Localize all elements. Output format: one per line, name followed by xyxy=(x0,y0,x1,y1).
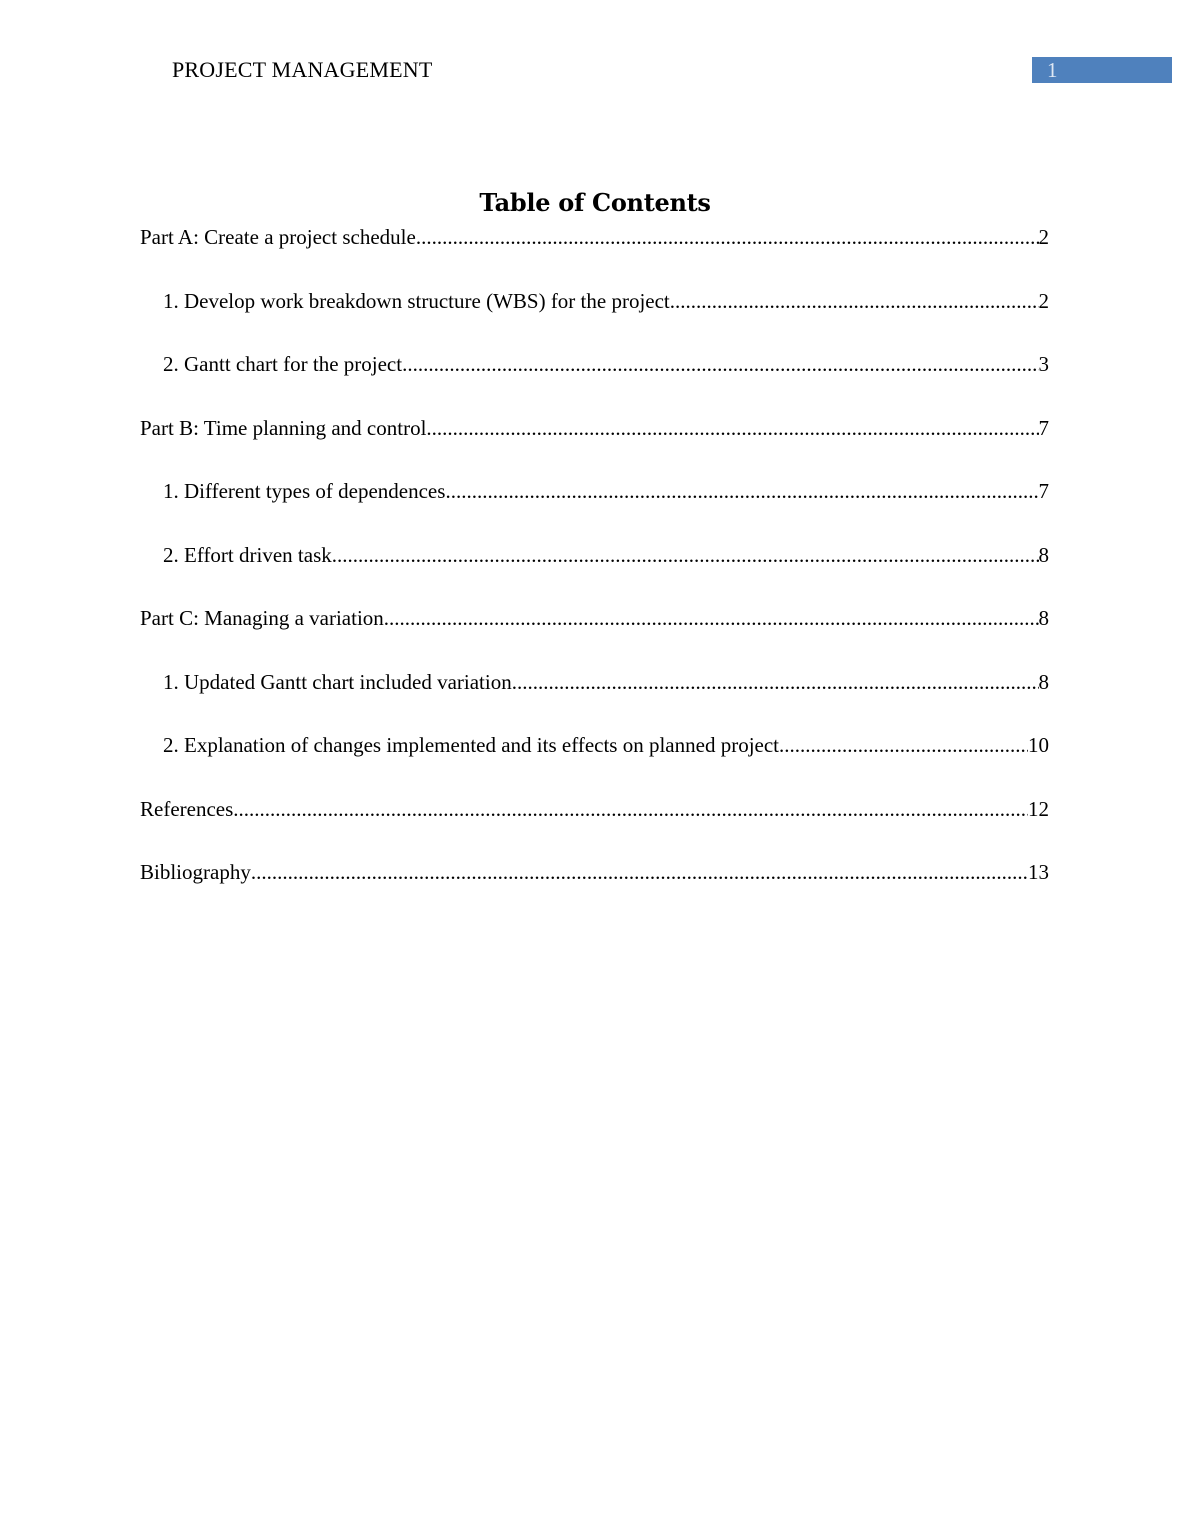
toc-entry-label: 1. Develop work breakdown structure (WBS) for the project xyxy=(163,288,670,313)
toc-entry-label: 2. Gantt chart for the project xyxy=(163,352,403,376)
toc-entry-references[interactable] xyxy=(140,795,1049,859)
toc-dot-leader xyxy=(251,858,1028,886)
toc-entry-page: 2 xyxy=(1038,288,1049,313)
toc-entry-updated-gantt[interactable] xyxy=(140,668,1049,732)
toc-entry-label: 2. Explanation of changes implemented and its effects on planned project xyxy=(163,733,780,757)
toc-dot-leader xyxy=(233,795,1028,823)
toc-entry-part-b[interactable] xyxy=(140,414,1049,478)
toc-entry-bibliography[interactable] xyxy=(140,858,1049,922)
toc-dot-leader xyxy=(416,223,1039,251)
header-title: PROJECT MANAGEMENT xyxy=(172,57,433,82)
toc-entry-label: Part A: Create a project schedule xyxy=(140,225,416,249)
toc-dot-leader xyxy=(384,604,1039,632)
toc-dot-leader xyxy=(332,541,1039,569)
toc-entry-label: References xyxy=(140,796,234,821)
toc-dot-leader xyxy=(426,414,1038,442)
toc-dot-leader xyxy=(512,668,1039,696)
toc-entry-page: 12 xyxy=(1028,796,1049,821)
page-number: 1 xyxy=(1047,58,1058,82)
toc-entry-page: 8 xyxy=(1038,669,1049,694)
toc-entry-page: 7 xyxy=(1038,415,1049,440)
toc-entry-label: 1. Different types of dependences xyxy=(163,479,446,503)
toc-entry-part-a[interactable] xyxy=(140,223,1049,287)
toc-dot-leader xyxy=(779,731,1028,759)
toc-entry-explanation-of-changes[interactable] xyxy=(140,731,1049,795)
toc-entry-label: 1. Updated Gantt chart included variation xyxy=(163,669,512,694)
toc-entry-label: 2. Effort driven task xyxy=(163,542,332,567)
toc-entry-page: 13 xyxy=(1028,860,1049,884)
toc-heading: Table of Contents xyxy=(479,188,711,217)
toc-entry-wbs[interactable] xyxy=(140,287,1049,351)
toc-entry-page: 10 xyxy=(1028,733,1049,757)
toc-entry-effort-driven-task[interactable] xyxy=(140,541,1049,605)
page-number-box xyxy=(1032,57,1172,83)
toc-dot-leader xyxy=(402,350,1038,378)
toc-entry-dependences[interactable] xyxy=(140,477,1049,541)
toc-entry-page: 8 xyxy=(1038,542,1049,567)
toc-dot-leader xyxy=(670,287,1039,315)
toc-entry-gantt-chart[interactable] xyxy=(140,350,1049,414)
toc-entry-page: 7 xyxy=(1038,479,1049,503)
toc-entry-page: 8 xyxy=(1038,606,1049,630)
toc-entry-label: Part B: Time planning and control xyxy=(140,415,427,440)
toc-entry-part-c[interactable] xyxy=(140,604,1049,668)
toc-dot-leader xyxy=(445,477,1038,505)
toc-entry-page: 3 xyxy=(1038,352,1049,376)
toc-entry-label: Bibliography xyxy=(140,860,251,884)
toc-list xyxy=(140,223,1049,922)
toc-entry-label: Part C: Managing a variation xyxy=(140,606,384,630)
toc-entry-page: 2 xyxy=(1038,225,1049,249)
